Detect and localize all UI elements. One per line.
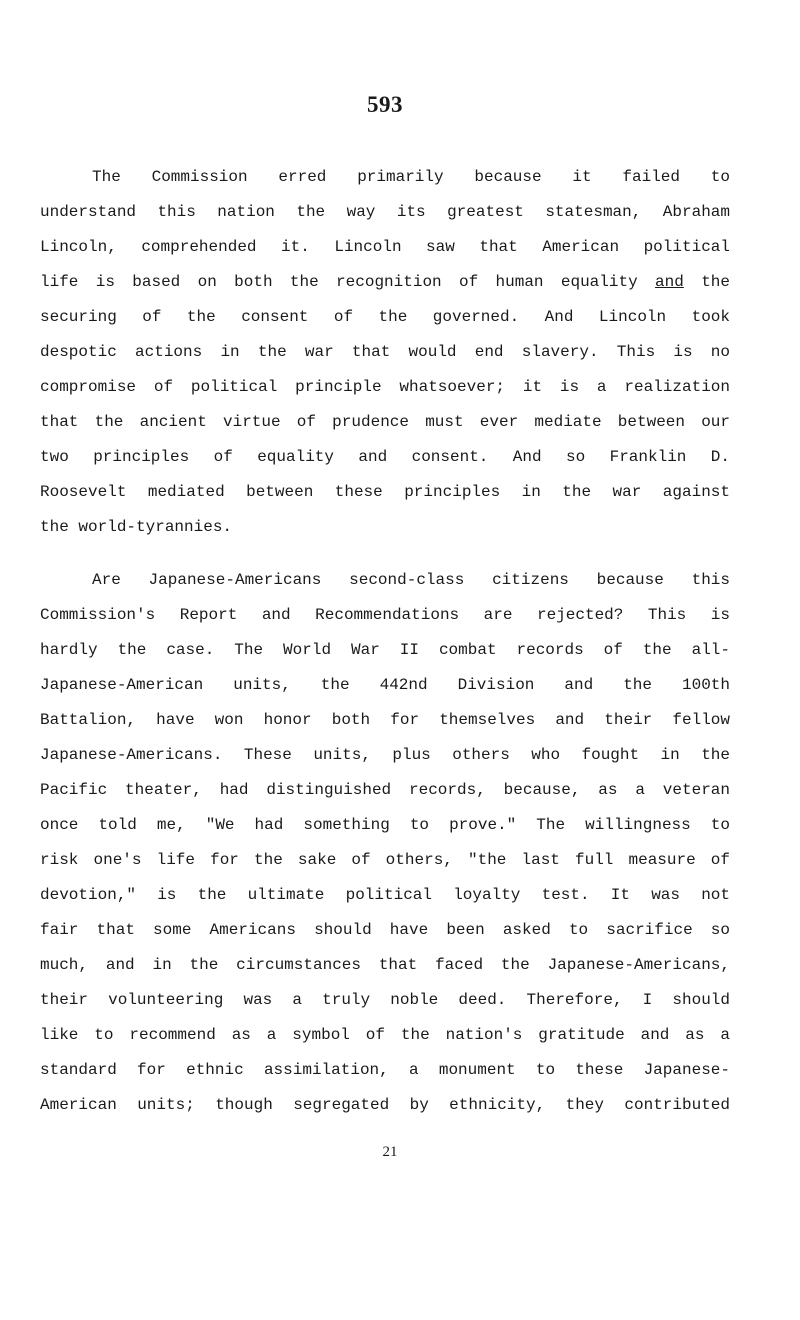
text-line: that the ancient virtue of prudence must ever mediate between our	[40, 413, 730, 431]
text-line: fair that some Americans should have been asked to sacrifice so	[40, 921, 730, 939]
text-line: two principles of equality and consent. And so Franklin D.	[40, 448, 730, 466]
text-line: the world-tyrannies.	[40, 518, 233, 536]
text-line: risk one's life for the sake of others, "the last full measure of	[40, 851, 730, 869]
text-line: The Commission erred primarily because it failed to	[92, 168, 730, 186]
text-line: Are Japanese-Americans second-class citizens because this	[92, 571, 730, 589]
underlined-word-and: and	[655, 273, 684, 291]
text-line: Roosevelt mediated between these principles in the war against	[40, 483, 730, 501]
text-line: Battalion, have won honor both for themselves and their fellow	[40, 711, 730, 729]
text-line: compromise of political principle whatsoever; it is a realization	[40, 378, 730, 396]
text-line: Commission's Report and Recommendations are rejected? This is	[40, 606, 730, 624]
text-line: devotion," is the ultimate political loyalty test. It was not	[40, 886, 730, 904]
text-line: their volunteering was a truly noble deed. Therefore, I should	[40, 991, 730, 1009]
paragraph-japanese-americans	[40, 563, 730, 1123]
text-line: once told me, "We had something to prove." The willingness to	[40, 816, 730, 834]
text-line: Pacific theater, had distinguished records, because, as a veteran	[40, 781, 730, 799]
text-line: much, and in the circumstances that faced the Japanese-Americans,	[40, 956, 730, 974]
text-line: Japanese-Americans. These units, plus others who fought in the	[40, 746, 730, 764]
text-line	[40, 265, 730, 300]
text-line: understand this nation the way its greatest statesman, Abraham	[40, 203, 730, 221]
text-line: despotic actions in the war that would end slavery. This is no	[40, 343, 730, 361]
text-fragment: the	[701, 273, 730, 291]
top-page-number: 593	[367, 92, 403, 117]
text-line: hardly the case. The World War II combat records of the all-	[40, 641, 730, 659]
text-fragment: life is based on both the recognition of human equality	[40, 273, 638, 291]
text-line: American units; though segregated by ethnicity, they contributed	[40, 1096, 730, 1114]
text-line: securing of the consent of the governed. And Lincoln took	[40, 308, 730, 326]
text-line: Lincoln, comprehended it. Lincoln saw that American political	[40, 238, 730, 256]
paragraph-commission-erred	[40, 160, 730, 545]
text-line: Japanese-American units, the 442nd Division and the 100th	[40, 676, 730, 694]
footer-page-number: 21	[382, 1144, 398, 1160]
text-line: like to recommend as a symbol of the nation's gratitude and as a	[40, 1026, 730, 1044]
text-line: standard for ethnic assimilation, a monument to these Japanese-	[40, 1061, 730, 1079]
